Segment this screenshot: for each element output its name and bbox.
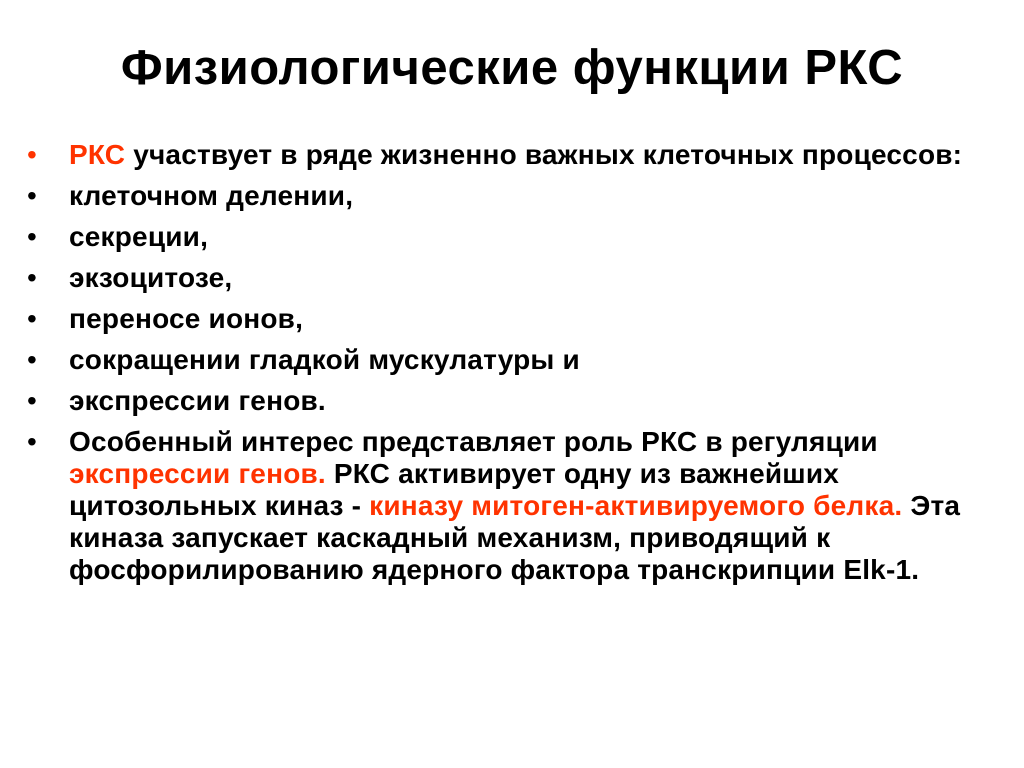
item-text: Особенный интерес представляет роль РКС в регуляции	[69, 426, 878, 457]
list-item	[27, 385, 1012, 417]
bullet-icon: •	[27, 426, 38, 457]
bullet-icon: •	[27, 221, 38, 252]
bullet-list	[27, 139, 1012, 595]
slide-title: Физиологические функции РКС	[120, 41, 904, 95]
list-item	[27, 344, 1012, 376]
list-item	[27, 426, 1012, 586]
item-text: сокращении гладкой мускулатуры и	[69, 344, 580, 375]
list-item	[27, 180, 1012, 212]
highlighted-text: киназу митоген-активируемого белка.	[369, 490, 903, 521]
list-item	[27, 221, 1012, 253]
highlighted-text: экспрессии генов.	[69, 458, 326, 489]
list-item	[27, 139, 1012, 171]
item-text: экзоцитозе,	[69, 262, 233, 293]
highlighted-text: РКС	[69, 139, 126, 170]
item-text: переносе ионов,	[69, 303, 304, 334]
bullet-icon: •	[27, 385, 38, 416]
item-text: участвует в ряде жизненно важных клеточных процессов:	[125, 139, 963, 170]
bullet-icon: •	[27, 303, 38, 334]
bullet-icon: •	[27, 344, 38, 375]
bullet-icon: •	[27, 180, 38, 211]
item-text: клеточном делении,	[69, 180, 354, 211]
item-text: секреции,	[69, 221, 209, 252]
item-text: РКС активирует одну из важнейших цитозольных киназ -	[69, 458, 840, 521]
bullet-icon: •	[27, 262, 38, 293]
bullet-icon: •	[27, 139, 38, 170]
item-text: экспрессии генов.	[69, 385, 326, 416]
list-item	[27, 262, 1012, 294]
list-item	[27, 303, 1012, 335]
item-text: Эта киназа запускает каскадный механизм, приводящий к фосфорилированию ядерного фактора транскрипции Elk-1.	[69, 490, 961, 585]
